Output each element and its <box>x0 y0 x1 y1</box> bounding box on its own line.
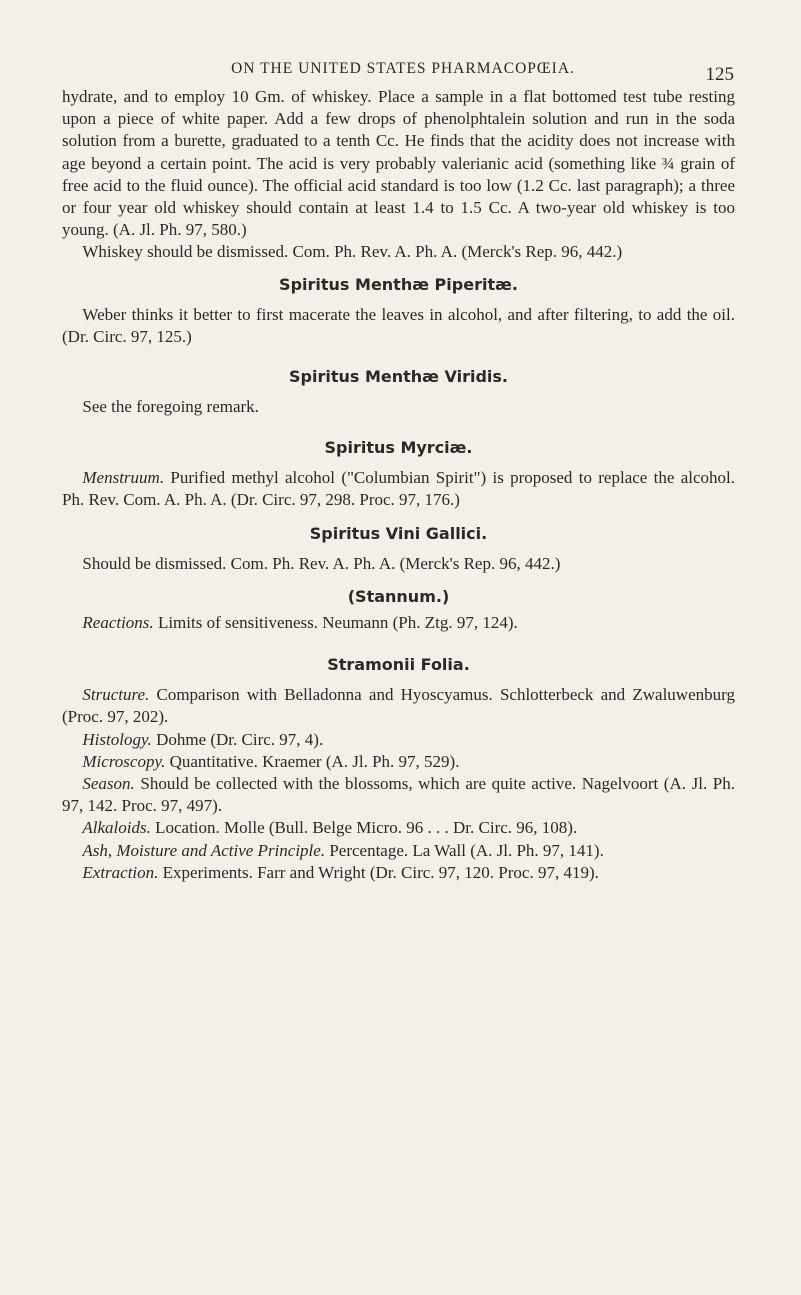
paragraph-alkaloids <box>62 817 735 839</box>
page-body <box>62 86 735 884</box>
alkaloids-text: Location. Molle (Bull. Belge Micro. 96 . . . Dr. Circ. 96, 108). <box>150 818 578 838</box>
paragraph-whiskey-acidity: hydrate, and to employ 10 Gm. of whiskey. Place a sample in a flat bottomed test tube resting upon a piece of white paper. Add a few drops of phenolphtalein solution and run in the soda solution from a burette, graduated to a tenth Cc. He finds that the acidity does not increase with age beyond a certain point. The acid is very probably valerianic acid (something like ¾ grain of free acid to the fluid ounce). The official acid standard is too low (1.2 Cc. last paragraph); a three or four year old whiskey should contain at least 1.4 to 1.5 Cc. A two-year old whiskey is too young. (A. Jl. Ph. 97, 580.) <box>62 87 735 240</box>
paragraph-reactions <box>62 612 735 634</box>
heading-stannum: (Stannum.) <box>347 586 450 606</box>
paragraph-structure <box>62 684 735 728</box>
runin-reactions: Reactions. <box>82 612 154 632</box>
structure-text: Comparison with Belladonna and Hyoscyamus. Schlotterbeck and Zwaluwenburg (Proc. 97, 202). <box>62 685 735 727</box>
running-title: ON THE UNITED STATES PHARMACOPŒIA. <box>231 60 575 77</box>
microscopy-text: Quantitative. Kraemer (A. Jl. Ph. 97, 529). <box>165 751 460 771</box>
runin-microscopy: Microscopy. <box>82 751 166 771</box>
paragraph-vini-dismissed: Should be dismissed. Com. Ph. Rev. A. Ph. A. (Merck's Rep. 96, 442.) <box>82 554 561 574</box>
season-text: Should be collected with the blossoms, which are quite active. Nagelvoort (A. Jl. Ph. 97, 142. Proc. 97, 497). <box>62 774 735 816</box>
runin-season: Season. <box>82 774 135 794</box>
heading-spiritus-vini-gallici: Spiritus Vini Gallici. <box>309 524 488 544</box>
heading-spiritus-myrciae: Spiritus Myrciæ. <box>324 437 473 457</box>
runin-histology: Histology. <box>82 729 152 749</box>
paragraph-weber: Weber thinks it better to first macerate the leaves in alcohol, and after filtering, to add the oil. (Dr. Circ. 97, 125.) <box>62 304 735 347</box>
heading-spiritus-menthae-piperitae: Spiritus Menthæ Piperitæ. <box>279 274 518 294</box>
paragraph-foregoing-remark: See the foregoing remark. <box>82 397 259 417</box>
paragraph-histology <box>62 729 735 751</box>
reactions-text: Limits of sensitiveness. Neumann (Ph. Ztg. 97, 124). <box>153 612 518 632</box>
paragraph-season <box>62 773 735 817</box>
runin-structure: Structure. <box>82 685 150 705</box>
paragraph-microscopy <box>62 751 735 773</box>
histology-text: Dohme (Dr. Circ. 97, 4). <box>151 729 324 749</box>
menstruum-text: Purified methyl alcohol ("Columbian Spirit") is proposed to replace the alcohol. Ph. Rev. Com. A. Ph. A. (Dr. Circ. 97, 298. Proc. 97, 176.) <box>62 467 735 510</box>
runin-menstruum: Menstruum. <box>82 467 165 487</box>
paragraph-extraction <box>62 862 735 884</box>
heading-stramonii-folia: Stramonii Folia. <box>327 655 470 675</box>
runin-alkaloids: Alkaloids. <box>82 818 151 838</box>
runin-ash-moisture: Ash, Moisture and Active Principle. <box>82 840 326 860</box>
running-head <box>72 56 734 85</box>
heading-spiritus-menthae-viridis: Spiritus Menthæ Viridis. <box>288 367 508 387</box>
runin-extraction: Extraction. <box>82 862 159 882</box>
paragraph-ash-moisture <box>62 840 735 862</box>
paragraph-menstruum <box>62 467 735 511</box>
extraction-text: Experiments. Farr and Wright (Dr. Circ. 97, 120. Proc. 97, 419). <box>158 862 599 882</box>
ash-moisture-text: Percentage. La Wall (A. Jl. Ph. 97, 141). <box>325 840 604 860</box>
paragraph-whiskey-dismissed: Whiskey should be dismissed. Com. Ph. Rev. A. Ph. A. (Merck's Rep. 96, 442.) <box>82 242 623 262</box>
page-number: 125 <box>705 64 734 85</box>
